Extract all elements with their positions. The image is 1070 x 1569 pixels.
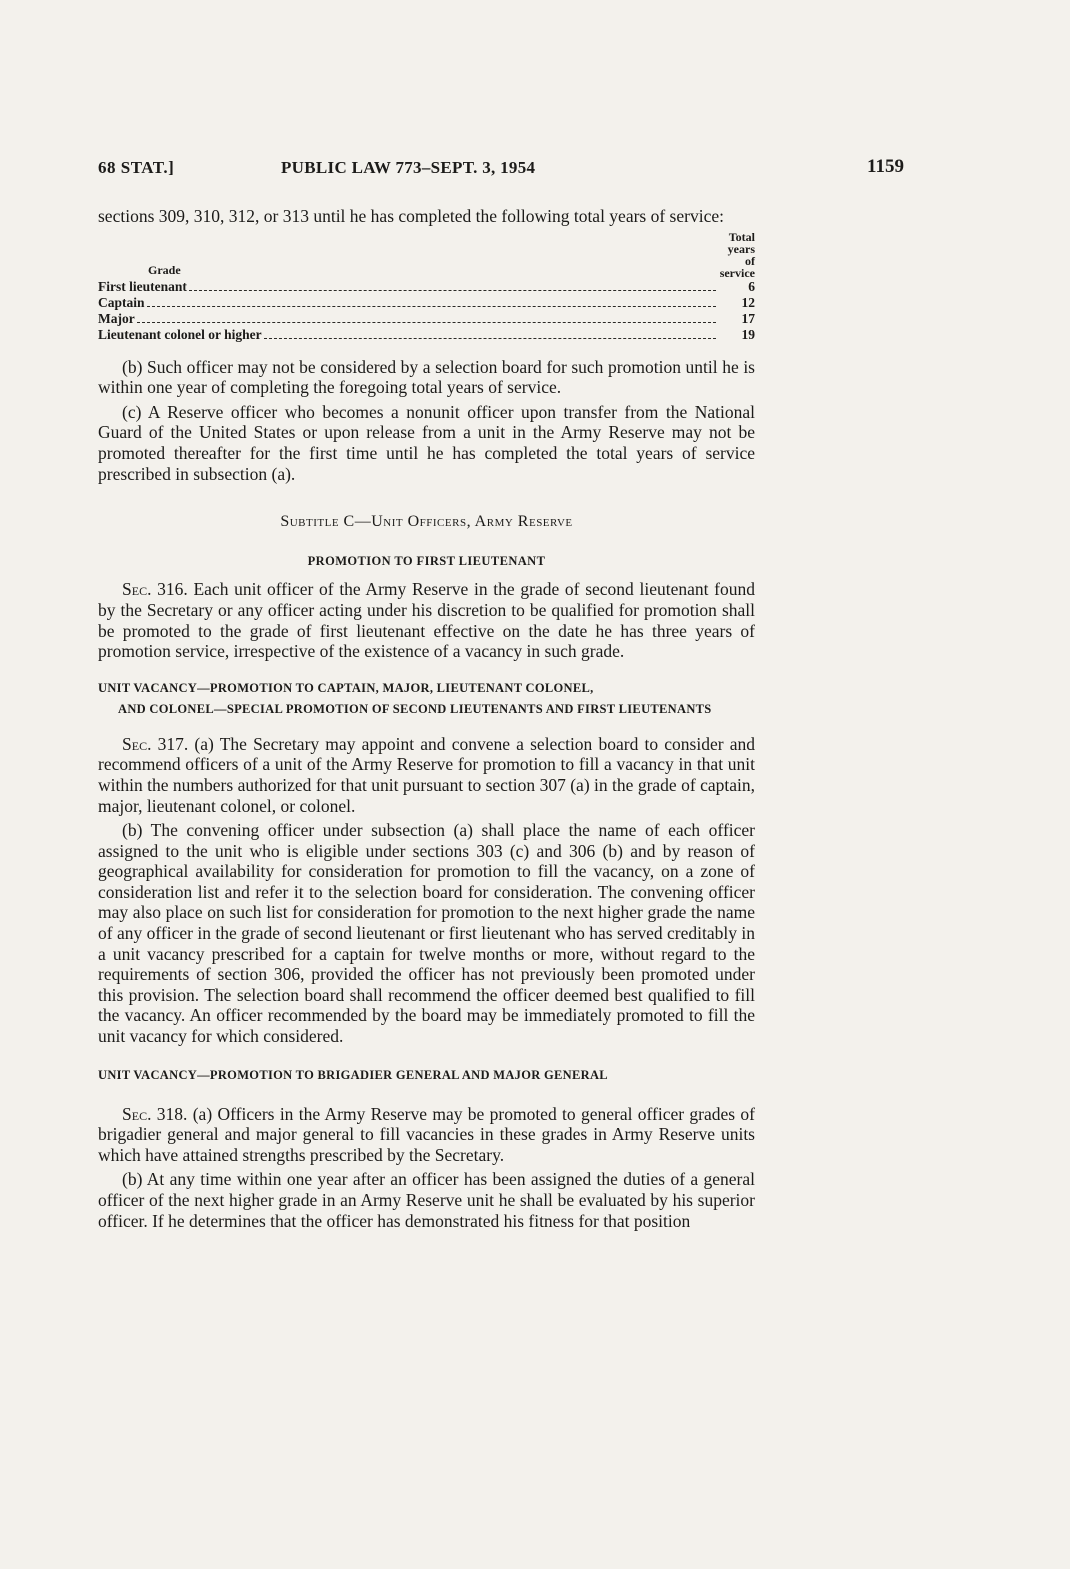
- dot-leader: [147, 306, 716, 307]
- section-318-b: (b) At any time within one year after an officer has been assigned the duties of a general officer of the next higher grade in an Army Reserve unit he shall be evaluated by his superior officer. If he determines that the officer has demonstrated his fitness for that position: [98, 1169, 755, 1231]
- document-body: [98, 206, 755, 1231]
- dot-leader: [137, 322, 716, 323]
- intro-paragraph: sections 309, 310, 312, or 313 until he has completed the following total years of service:: [98, 206, 724, 226]
- years-of-service-table: [98, 231, 755, 343]
- page-number: 1159: [867, 156, 904, 177]
- grade-cell: Lieutenant colonel or higher: [98, 326, 262, 342]
- table-header-row: [98, 231, 755, 279]
- section-316-body: Each unit officer of the Army Reserve in the grade of second lieutenant found by the Secretary or any officer acting under his discretion to be qualified for promotion shall be promoted to the grade of first lieutenant effective on the date he has three years of promotion service, irrespective of the existence of a vacancy in such grade.: [98, 579, 755, 662]
- paragraph-b: (b) Such officer may not be considered by a selection board for such promotion until he is within one year of completing the foregoing total years of service.: [98, 356, 755, 398]
- section-316-text: [98, 579, 755, 661]
- paragraph-c: (c) A Reserve officer who becomes a nonunit officer upon transfer from the National Guard of the United States or upon release from a unit in the Army Reserve may not be promoted thereafter for the first time until he has completed the total years of service prescribed in subsection (a).: [98, 401, 755, 484]
- years-cell: 17: [741, 311, 755, 327]
- section-316-label: Sec. 316.: [122, 579, 188, 600]
- statute-reference: 68 STAT.]: [98, 158, 175, 177]
- grade-cell: First lieutenant: [98, 278, 187, 294]
- section-317-heading: [98, 678, 755, 720]
- section-316-heading: PROMOTION TO FIRST LIEUTENANT: [307, 553, 546, 568]
- table-row: [98, 327, 755, 343]
- grade-cell: Captain: [98, 294, 145, 310]
- years-column-header: [720, 231, 755, 279]
- years-cell: 19: [741, 327, 755, 343]
- section-317-heading-line1: UNIT VACANCY—PROMOTION TO CAPTAIN, MAJOR, LIEUTENANT COLONEL,: [98, 680, 594, 695]
- years-cell: 12: [741, 295, 755, 311]
- dot-leader: [264, 338, 716, 339]
- law-title: PUBLIC LAW 773–SEPT. 3, 1954: [281, 158, 536, 177]
- table-row: [98, 279, 755, 295]
- page-header: [98, 158, 904, 184]
- years-header-line2: of service: [719, 253, 755, 280]
- subtitle-heading: Subtitle C—Unit Officers, Army Reserve: [280, 513, 573, 531]
- years-cell: 6: [748, 279, 755, 295]
- section-318-a-body: (a) Officers in the Army Reserve may be promoted to general officer grades of brigadier general and major general to fill vacancies in these grades in Army Reserve units which have attained strengths prescribed by the Secretary.: [98, 1103, 755, 1165]
- section-318-a: [98, 1104, 755, 1166]
- section-317-a-body: (a) The Secretary may appoint and convene a selection board to consider and recommend officers of a unit of the Army Reserve for promotion to fill a vacancy in that unit within the numbers authorized for that unit pursuant to section 307 (a) in the grade of captain, major, lieutenant colonel, or colonel.: [98, 733, 755, 816]
- table-row: [98, 295, 755, 311]
- dot-leader: [189, 290, 716, 291]
- section-317-label: Sec. 317.: [122, 733, 189, 754]
- section-318-label: Sec. 318.: [122, 1103, 188, 1124]
- section-317-heading-line2: AND COLONEL—SPECIAL PROMOTION OF SECOND LIEUTENANTS AND FIRST LIEUTENANTS: [118, 701, 712, 716]
- table-row: [98, 311, 755, 327]
- section-317-a: [98, 734, 755, 816]
- years-header-line1: Total years: [727, 229, 755, 256]
- section-318-heading: UNIT VACANCY—PROMOTION TO BRIGADIER GENERAL AND MAJOR GENERAL: [98, 1067, 608, 1082]
- grade-cell: Major: [98, 310, 135, 326]
- grade-column-header: Grade: [148, 263, 181, 278]
- section-317-b: (b) The convening officer under subsection (a) shall place the name of each officer assigned to the unit who is eligible under sections 303 (c) and 306 (b) and by reason of geographical availability for consideration for promotion to fill the vacancy, on a zone of consideration list and refer it to the selection board for consideration. The convening officer may also place on such list for consideration for promotion to the next higher grade the name of any officer in the grade of second lieutenant or first lieutenant who has served creditably in a unit vacancy prescribed for a captain for twelve months or more, without regard to the requirements of section 306, provided the officer has not previously been promoted under this provision. The selection board shall recommend the officer deemed best qualified to fill the vacancy. An officer recommended by the board may be immediately promoted to fill the unit vacancy for which considered.: [98, 820, 755, 1047]
